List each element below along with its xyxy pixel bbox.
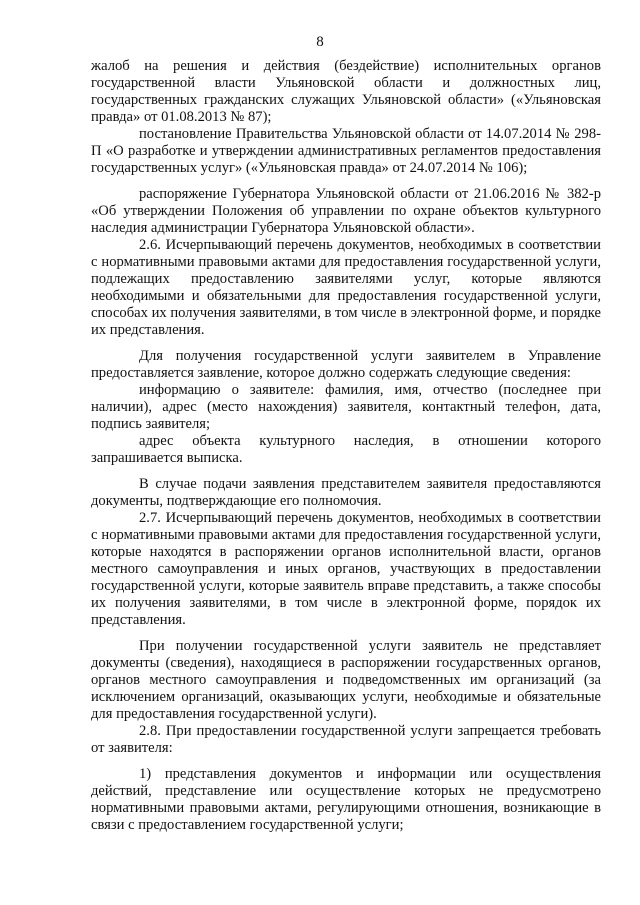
paragraph-section-2-6: 2.6. Исчерпывающий перечень документов, необходимых в соответствии с нормативными правовыми актами для предоставления государственной услуги, подлежащих предоставлению заявителями услуг, которые являются необходимыми и обязательными для предоставления государственной услуги, способах их получения заявителями, в том числе в электронной форме, и порядке их представления. (91, 237, 601, 338)
paragraph-complaints-continuation: жалоб на решения и действия (бездействие) исполнительных органов государственной власти Ульяновской области и должностных лиц, государственных гражданских служащих Ульяновской области» («Ульяновская правда» от 01.08.2013 № 87); (91, 58, 601, 125)
paragraph-applicant-info: информацию о заявителе: фамилия, имя, отчество (последнее при наличии), адрес (место нахождения) заявителя, контактный телефон, дата, подпись заявителя; (91, 382, 601, 432)
paragraph-application-requirements: Для получения государственной услуги заявителем в Управление предоставляется заявление, которое должно содержать следующие сведения: (91, 348, 601, 381)
paragraph-section-2-8: 2.8. При предоставлении государственной услуги запрещается требовать от заявителя: (91, 723, 601, 756)
document-body (91, 58, 601, 834)
paragraph-order-382: распоряжение Губернатора Ульяновской области от 21.06.2016 № 382-р «Об утверждении Положения об управлении по охране объектов культурного наследия администрации Губернатора Ульяновской области». (91, 186, 601, 236)
paragraph-heritage-address: адрес объекта культурного наследия, в отношении которого запрашивается выписка. (91, 433, 601, 466)
paragraph-prohibition-1: 1) представления документов и информации или осуществления действий, представление или осуществление которых не предусмотрено нормативными правовыми актами, регулирующими отношения, возникающие в связи с предоставлением государственной услуги; (91, 766, 601, 833)
paragraph-section-2-7: 2.7. Исчерпывающий перечень документов, необходимых в соответствии с нормативными правовыми актами для предоставления государственной услуги, которые находятся в распоряжении органов исполнительной власти, органов местного самоуправления и иных органов, участвующих в предоставлении государственной услуги, которые заявитель вправе представить, а также способы их получения заявителями, в том числе в электронной форме, порядок их представления. (91, 510, 601, 628)
paragraph-representative: В случае подачи заявления представителем заявителя предоставляются документы, подтверждающие его полномочия. (91, 476, 601, 509)
paragraph-no-documents-required: При получении государственной услуги заявитель не представляет документы (сведения), находящиеся в распоряжении государственных органов, органов местного самоуправления и подведомственных им организаций (за исключением организаций, оказывающих услуги, необходимые и обязательные для предоставления государственной услуги). (91, 638, 601, 722)
page-number: 8 (316, 34, 324, 50)
paragraph-resolution-298: постановление Правительства Ульяновской области от 14.07.2014 № 298-П «О разработке и утверждении административных регламентов предоставления государственных услуг» («Ульяновская правда» от 24.07.2014 № 106); (91, 126, 601, 176)
